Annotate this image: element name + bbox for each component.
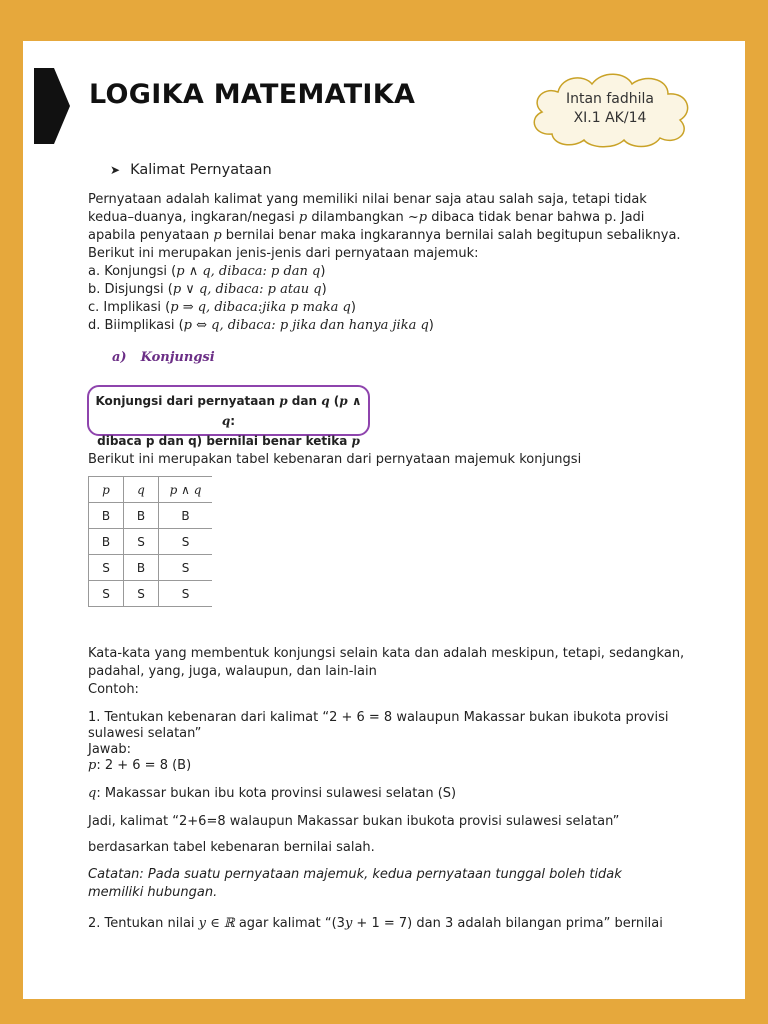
example-conclusion-2: berdasarkan tabel kebenaran bernilai salah. xyxy=(88,840,375,855)
title-tab-marker xyxy=(34,68,54,144)
truth-table xyxy=(88,476,212,607)
document-page xyxy=(23,41,745,999)
page-title: LOGIKA MATEMATIKA xyxy=(89,79,416,110)
words-paragraph: Kata-kata yang membentuk konjungsi selain kata dan adalah meskipun, tetapi, sedangkan, padahal, yang, juga, walaupun, dan lain-lain Contoh: xyxy=(88,646,685,697)
intro-line: apabila penyataan p bernilai benar maka ingkarannya bernilai salah begitupun sebaliknya. xyxy=(88,228,681,243)
example-2: 2. Tentukan nilai y ∈ ℝ agar kalimat “(3y + 1 = 7) dan 3 adalah bilangan prima” bernilai xyxy=(88,916,663,931)
author-name: Intan fadhila xyxy=(565,91,655,107)
subsection-heading: a) Konjungsi xyxy=(112,350,215,365)
table-header-row: p q p ∧ q xyxy=(89,477,213,503)
type-item: c. Implikasi (p ⇒ q, dibaca:jika p maka q) xyxy=(88,300,356,315)
section-heading-text: Kalimat Pernyataan xyxy=(130,162,272,178)
table-intro: Berikut ini merupakan tabel kebenaran dari pernyataan majemuk konjungsi xyxy=(88,452,582,467)
example-1: 1. Tentukan kebenaran dari kalimat “2 + 6 = 8 walaupun Makassar bukan ibukota provisi sulawesi selatan” Jawab: p: 2 + 6 = 8 (B) xyxy=(88,710,708,774)
author-cloud xyxy=(522,66,698,150)
definition-box: Konjungsi dari pernyataan p dan q (p ∧ q: dibaca p dan q) bernilai benar ketika p xyxy=(87,385,370,436)
table-row: B B B xyxy=(89,503,213,529)
table-row: B S S xyxy=(89,529,213,555)
author-class: XI.1 AK/14 xyxy=(573,110,647,126)
table-row: S B S xyxy=(89,555,213,581)
example-conclusion: Jadi, kalimat “2+6=8 walaupun Makassar bukan ibukota provisi sulawesi selatan” xyxy=(88,814,620,829)
intro-line: Berikut ini merupakan jenis-jenis dari pernyataan majemuk: xyxy=(88,246,479,261)
example-p-line: p: 2 + 6 = 8 (B) xyxy=(88,758,192,773)
intro-line: Pernyataan adalah kalimat yang memiliki nilai benar saja atau salah saja, tetapi tidak xyxy=(88,192,647,207)
intro-line: kedua–duanya, ingkaran/negasi p dilambangkan ~p dibaca tidak benar bahwa p. Jadi xyxy=(88,210,645,225)
type-item: d. Biimplikasi (p ⇔ q, dibaca: p jika dan hanya jika q) xyxy=(88,318,434,333)
example-q-line: q: Makassar bukan ibu kota provinsi sulawesi selatan (S) xyxy=(88,786,457,801)
table-row: S S S xyxy=(89,581,213,607)
type-item: b. Disjungsi (p ∨ q, dibaca: p atau q) xyxy=(88,282,327,297)
section-heading xyxy=(110,162,272,178)
intro-paragraph xyxy=(88,191,708,335)
note-paragraph: Catatan: Pada suatu pernyataan majemuk, kedua pernyataan tunggal boleh tidak memiliki hubungan. xyxy=(88,867,622,900)
arrow-bullet-icon: ➤ xyxy=(110,163,121,177)
type-item: a. Konjungsi (p ∧ q, dibaca: p dan q) xyxy=(88,264,326,279)
